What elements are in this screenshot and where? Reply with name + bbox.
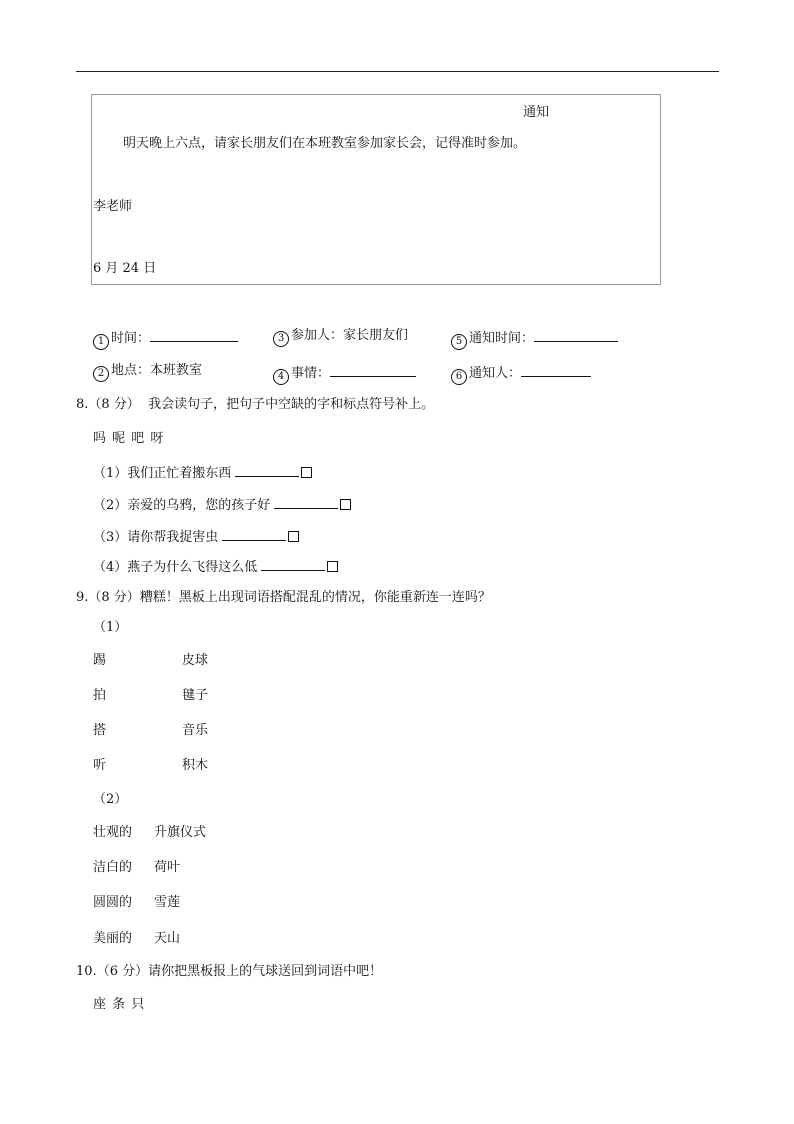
notice-date: 6 月 24 日 — [93, 261, 157, 276]
punctuation-box[interactable] — [340, 499, 351, 510]
answer-blank[interactable] — [330, 364, 416, 377]
question-prompt: 请你把黑板报上的气球送回到词语中吧！ — [148, 964, 383, 979]
header-rule — [76, 71, 719, 72]
question-prompt: 我会读句子，把句子中空缺的字和标点符号补上。 — [148, 397, 435, 412]
match-left-word: 壮观的 — [93, 825, 133, 840]
question-number: 8. — [76, 397, 89, 412]
fill-item-value: 家长朋友们 — [343, 328, 409, 343]
q8-item-text: （4）燕子为什么飞得这么低 — [93, 560, 258, 575]
match-right-word: 毽子 — [182, 688, 209, 703]
q8-item-2 — [93, 496, 351, 512]
fill-item-label: 地点： — [111, 363, 151, 378]
question-score: （8 分） — [88, 590, 140, 605]
fill-item-notice-time — [451, 329, 618, 350]
answer-blank[interactable] — [235, 464, 299, 477]
match-right-word: 皮球 — [182, 653, 209, 668]
question-number: 10. — [76, 964, 97, 979]
match-left-word: 拍 — [93, 688, 107, 703]
question-10-header — [76, 965, 382, 978]
fill-item-notifier — [451, 364, 591, 385]
question-8-header — [76, 398, 434, 411]
q8-item-text: （2）亲爱的乌鸦，您的孩子好 — [93, 498, 271, 513]
fill-item-label: 事情： — [291, 366, 331, 381]
match-right-word: 升旗仪式 — [154, 825, 207, 840]
match-left-word: 洁白的 — [93, 860, 133, 875]
match-left-word: 搭 — [93, 723, 107, 738]
answer-blank[interactable] — [222, 528, 286, 541]
match-right-word: 天山 — [154, 931, 181, 946]
q8-item-1 — [93, 464, 312, 480]
answer-blank[interactable] — [521, 364, 591, 377]
circled-number: 6 — [451, 369, 467, 385]
notice-signature: 李老师 — [93, 199, 133, 214]
circled-number: 2 — [93, 366, 109, 382]
question-number: 9. — [76, 590, 89, 605]
match-left-word: 听 — [93, 758, 107, 773]
question-9-header — [76, 591, 491, 604]
notice-box — [91, 94, 661, 285]
notice-body: 明天晚上六点，请家长朋友们在本班教室参加家长会，记得准时参加。 — [123, 136, 527, 151]
q8-word-bank: 吗 呢 吧 呀 — [93, 431, 164, 446]
match-right-word: 音乐 — [182, 723, 209, 738]
question-score: （6 分） — [96, 964, 149, 979]
punctuation-box[interactable] — [288, 531, 299, 542]
fill-item-label: 通知人： — [469, 366, 522, 381]
circled-number: 1 — [93, 334, 109, 350]
fill-item-label: 参加人： — [291, 328, 344, 343]
punctuation-box[interactable] — [327, 561, 338, 572]
fill-item-matter — [273, 364, 416, 385]
fill-item-value: 本班教室 — [150, 363, 203, 378]
answer-blank[interactable] — [274, 496, 338, 509]
q8-item-4 — [93, 558, 338, 574]
answer-blank[interactable] — [261, 558, 325, 571]
fill-item-label: 时间： — [111, 331, 151, 346]
fill-item-label: 通知时间： — [469, 331, 535, 346]
answer-blank[interactable] — [150, 329, 238, 342]
question-prompt: 糟糕！黑板上出现词语搭配混乱的情况，你能重新连一连吗？ — [139, 590, 491, 605]
match-right-word: 雪莲 — [154, 895, 181, 910]
q9-part-2-label: （2） — [93, 792, 128, 807]
q8-item-text: （3）请你帮我捉害虫 — [93, 530, 219, 545]
fill-item-place — [93, 364, 202, 382]
q8-item-3 — [93, 528, 299, 544]
answer-blank[interactable] — [534, 329, 618, 342]
circled-number: 4 — [273, 369, 289, 385]
notice-title: 通知 — [523, 105, 550, 120]
circled-number: 5 — [451, 334, 467, 350]
fill-item-participants — [273, 329, 408, 347]
circled-number: 3 — [273, 331, 289, 347]
match-left-word: 美丽的 — [93, 931, 133, 946]
punctuation-box[interactable] — [301, 467, 312, 478]
match-left-word: 圆圆的 — [93, 895, 133, 910]
question-score: （8 分） — [88, 397, 140, 412]
match-left-word: 踢 — [93, 653, 107, 668]
q8-item-text: （1）我们正忙着搬东西 — [93, 466, 232, 481]
match-right-word: 积木 — [182, 758, 209, 773]
q10-word-bank: 座 条 只 — [93, 997, 145, 1012]
match-right-word: 荷叶 — [154, 860, 181, 875]
fill-item-time — [93, 329, 238, 350]
q9-part-1-label: （1） — [93, 620, 128, 635]
